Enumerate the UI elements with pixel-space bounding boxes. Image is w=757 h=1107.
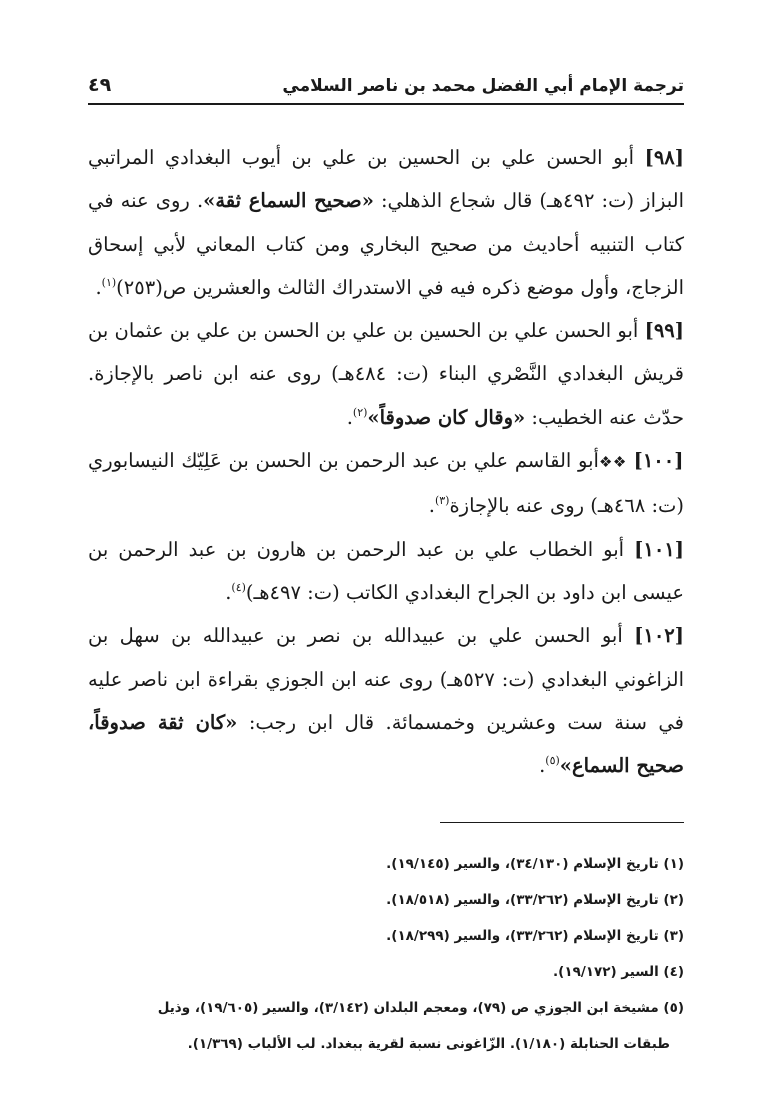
- entry-quote: «كان ثقة صدوقاً، صحيح السماع»: [88, 710, 684, 778]
- footnote-ref: (٢): [352, 405, 368, 419]
- entry-100: [88, 439, 684, 528]
- footnote-5: (٥) مشيخة ابن الجوزي ص (٧٩)، ومعجم البلدان (٣/١٤٢)، والسير (١٩/٦٠٥)، وذيل: [157, 1000, 684, 1016]
- header-rule: [88, 103, 684, 105]
- entry-text: أبو القاسم علي بن عبد الرحمن بن الحسن بن عَلِيّك النيسابوري (ت: ٤٦٨هـ) روى عنه بالإجازة: [88, 449, 684, 518]
- entry-text: .: [428, 494, 435, 518]
- entry-quote: «صحيح السماع ثقة»: [203, 189, 374, 213]
- star-marker: ❖❖: [598, 453, 627, 472]
- entry-text: .: [539, 754, 546, 778]
- page-number: ٤٩: [88, 74, 112, 96]
- entry-text: أبو الحسن علي بن عبيدالله بن نصر بن عبيدالله بن سهل بن الزاغوني البغدادي (ت: ٥٢٧هـ) روى عنه ابن الجوزي بقراءة ابن ناصر عليه في سنة ست وعشرين وخمسمائة. قال ابن رجب:: [88, 624, 685, 734]
- entry-number: [١٠٢]: [634, 624, 684, 648]
- entry-text: أبو الحسن علي بن الحسين بن علي بن الحسن بن علي بن عثمان بن قريش البغدادي النَّصْري البناء (ت: ٤٨٤هـ) روى عنه ابن ناصر بالإجازة. حدّث عنه الخطيب:: [88, 319, 684, 429]
- entry-number: [١٠٠]: [633, 449, 684, 473]
- header-title: ترجمة الإمام أبي الفضل محمد بن ناصر السلامي: [282, 76, 684, 96]
- entry-102: [88, 614, 684, 787]
- footnote-2: (٢) تاريخ الإسلام (٣٣/٢٦٢)، والسير (١٨/٥١٨).: [386, 892, 684, 908]
- footnote-4: (٤) السير (١٩/١٧٢).: [553, 964, 684, 980]
- footnote-ref: (٤): [231, 580, 246, 594]
- entry-101: [88, 528, 684, 615]
- footnote-ref: (١): [101, 275, 117, 289]
- entry-text: . روى عنه في كتاب التنبيه أحاديث من صحيح البخاري ومن كتاب المعاني لأبي إسحاق الزجاج، وأول موضع ذكره فيه في الاستدراك الثالث والعشرين ص(٢٥٣): [88, 189, 684, 299]
- entry-text: .: [95, 275, 102, 299]
- entry-number: [٩٩]: [644, 319, 684, 343]
- entry-number: [١٠١]: [634, 537, 684, 561]
- entry-99: [88, 309, 684, 439]
- running-header: [88, 72, 684, 102]
- footnote-5-continued: طبقات الحنابلة (١/١٨٠). الزّاغونى نسبة لقرية ببغداد. لب الألباب (١/٣٦٩).: [187, 1036, 670, 1052]
- footnote-ref: (٣): [434, 494, 450, 508]
- footnotes: [88, 846, 684, 1062]
- entry-number: [٩٨]: [644, 146, 684, 169]
- entry-text: أبو الخطاب علي بن عبد الرحمن بن هارون بن عبد الرحمن بن عيسى ابن داود بن الجراح البغدادي الكاتب (ت: ٤٩٧هـ): [88, 537, 684, 604]
- footnote-separator: [440, 822, 684, 823]
- entry-text: .: [225, 580, 232, 604]
- footnote-1: (١) تاريخ الإسلام (٣٤/١٣٠)، والسير (١٩/١٤٥).: [386, 856, 684, 872]
- entry-98: [88, 136, 684, 309]
- entry-text: أبو الحسن علي بن الحسين بن علي بن أيوب البغدادي المراتبي البزاز (ت: ٤٩٢هـ) قال شجاع الذهلي:: [88, 146, 684, 213]
- footnote-3: (٣) تاريخ الإسلام (٣٣/٢٦٢)، والسير (١٨/٢٩٩).: [386, 928, 684, 944]
- entry-text: .: [346, 405, 353, 429]
- main-text: [88, 136, 684, 787]
- entry-quote: «وقال كان صدوقاً»: [367, 405, 526, 429]
- footnote-ref: (٥): [545, 754, 560, 768]
